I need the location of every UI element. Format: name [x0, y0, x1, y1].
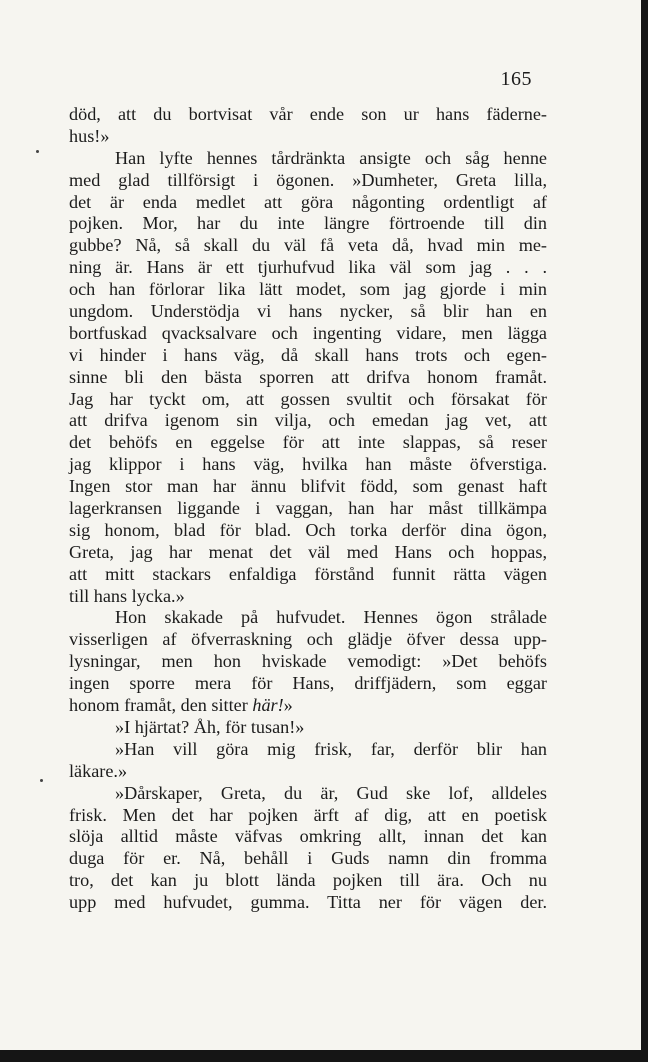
line-text: Jag har tyckt om, att gossen svultit och försakat för: [69, 388, 547, 409]
line-text: att drifva igenom sin vilja, och emedan jag vet, att: [69, 410, 547, 431]
text-line: [69, 213, 547, 235]
stray-ink-mark: [36, 150, 39, 153]
text-line: [69, 301, 547, 323]
text-line: [69, 651, 547, 673]
line-text: frisk. Men det har pojken ärft af dig, att en poetisk: [69, 804, 547, 825]
line-text: hus!»: [69, 125, 110, 146]
line-text: det är enda medlet att göra någonting ordentligt af: [69, 191, 547, 212]
stray-ink-mark: [40, 779, 43, 782]
text-line: [69, 257, 547, 279]
scan-edge-right: [641, 0, 648, 1062]
text-line: [69, 279, 547, 301]
line-text: honom framåt, den sitter: [69, 695, 253, 716]
text-line: [69, 323, 547, 345]
emphasized-text: här!: [252, 695, 284, 716]
text-line: [69, 498, 547, 520]
line-text: pojken. Mor, har du inte längre förtroende till din: [69, 213, 547, 234]
text-line: [69, 586, 547, 608]
line-text: ungdom. Understödja vi hans nycker, så blir han en: [69, 301, 547, 322]
line-text: gubbe? Nå, så skall du väl få veta då, hvad min me-: [69, 235, 547, 256]
text-line: [69, 695, 547, 717]
text-line: [69, 761, 547, 783]
line-text: lagerkransen liggande i vaggan, han har måst tillkämpa: [69, 498, 547, 519]
line-text: duga för er. Nå, behåll i Guds namn din fromma: [69, 848, 547, 869]
text-line: [69, 104, 547, 126]
line-text: ingen sporre mera för Hans, driffjädern, som eggar: [69, 673, 547, 694]
page-number: 165: [500, 68, 532, 90]
line-text: »Dårskaper, Greta, du är, Gud ske lof, alldeles: [115, 782, 547, 803]
text-line: [69, 389, 547, 411]
text-line: [69, 520, 547, 542]
line-text: vi hinder i hans väg, då skall hans trots och egen-: [69, 344, 547, 365]
line-text: sig honom, blad för blad. Och torka derför dina ögon,: [69, 519, 547, 540]
text-line: [69, 542, 547, 564]
body-text: [69, 104, 547, 914]
text-line: [69, 410, 547, 432]
line-text: tro, det kan ju blott lända pojken till ära. Och nu: [69, 870, 547, 891]
text-line: [69, 126, 547, 148]
line-text: slöja alltid måste väfvas omkring allt, innan det kan: [69, 826, 547, 847]
line-text: visserligen af öfverraskning och glädje öfver dessa upp-: [69, 629, 547, 650]
text-line: [69, 892, 547, 914]
line-text: jag klippor i hans väg, hvilka han måste öfverstiga.: [69, 454, 547, 475]
scan-edge-bottom: [0, 1050, 648, 1062]
line-text: »Han vill göra mig frisk, far, derför blir han: [115, 738, 547, 759]
line-text: upp med hufvudet, gumma. Titta ner för vägen der.: [69, 892, 547, 913]
text-line: [69, 717, 547, 739]
text-line: [69, 848, 547, 870]
text-line: [69, 432, 547, 454]
text-line: [69, 826, 547, 848]
line-text: bortfuskad qvacksalvare och ingenting vidare, men lägga: [69, 322, 547, 343]
text-line: [69, 192, 547, 214]
line-text: sinne bli den bästa sporren att drifva honom framåt.: [69, 366, 547, 387]
text-line: [69, 345, 547, 367]
text-line: [69, 805, 547, 827]
text-line: [69, 739, 547, 761]
line-text: det behöfs en eggelse för att inte slappas, så reser: [69, 432, 547, 453]
line-text: lysningar, men hon hviskade vemodigt: »Det behöfs: [69, 651, 547, 672]
text-line: [69, 783, 547, 805]
line-text: ning är. Hans är ett tjurhufvud lika väl som jag . . .: [69, 257, 547, 278]
line-text: »I hjärtat? Åh, för tusan!»: [115, 716, 305, 737]
text-line: [69, 235, 547, 257]
line-text: och han förlorar lika lätt modet, som jag gjorde i min: [69, 279, 547, 300]
line-text: med glad tillförsigt i ögonen. »Dumheter, Greta lilla,: [69, 169, 547, 190]
closing-quote: »: [283, 695, 293, 716]
text-line: [69, 564, 547, 586]
text-line: [69, 673, 547, 695]
line-text: Han lyfte hennes tårdränkta ansigte och såg henne: [115, 147, 547, 168]
line-text: att mitt stackars enfaldiga förstånd funnit rätta vägen: [69, 563, 547, 584]
text-line: [69, 454, 547, 476]
line-text: Greta, jag har menat det väl med Hans och hoppas,: [69, 541, 547, 562]
line-text: till hans lycka.»: [69, 585, 185, 606]
text-line: [69, 629, 547, 651]
text-line: [69, 170, 547, 192]
line-text: läkare.»: [69, 760, 128, 781]
text-line: [69, 607, 547, 629]
line-text: Hon skakade på hufvudet. Hennes ögon strålade: [115, 607, 547, 628]
text-line: [69, 476, 547, 498]
line-text: död, att du bortvisat vår ende son ur hans fäderne-: [69, 104, 547, 124]
text-line: [69, 367, 547, 389]
text-line: [69, 870, 547, 892]
text-line: [69, 148, 547, 170]
line-text: Ingen stor man har ännu blifvit född, som genast haft: [69, 476, 547, 497]
